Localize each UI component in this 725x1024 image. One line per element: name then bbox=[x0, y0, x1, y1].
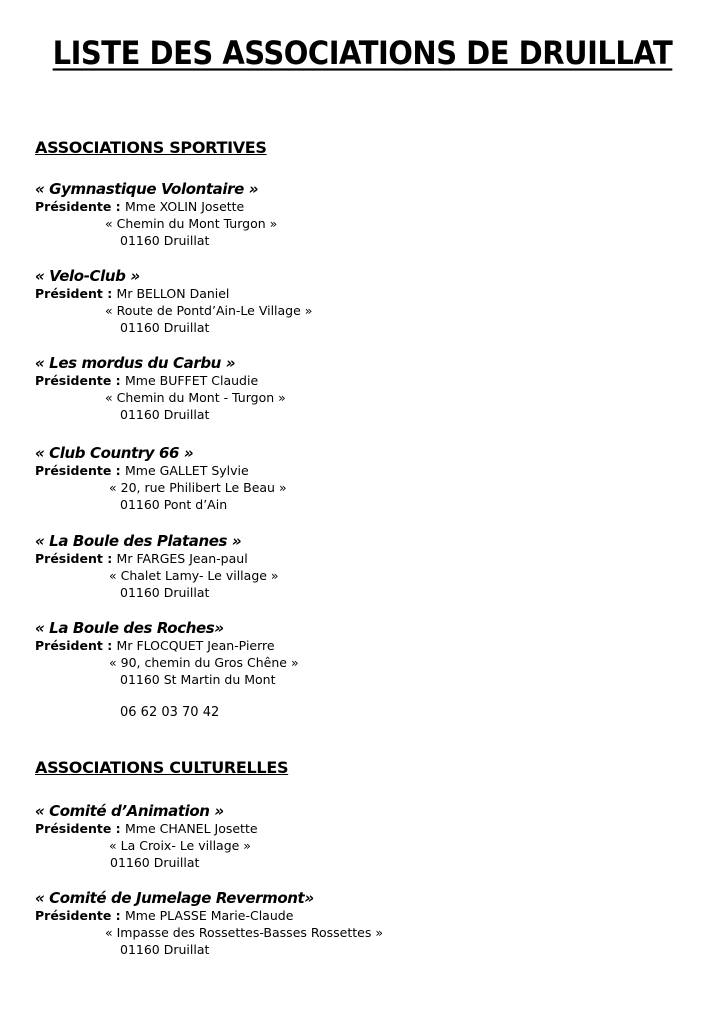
association-name: « Comité d’Animation » bbox=[35, 802, 224, 820]
address-line: « 90, chemin du Gros Chêne » bbox=[109, 655, 299, 670]
association-boule-platanes bbox=[35, 532, 279, 601]
association-name: « Les mordus du Carbu » bbox=[35, 354, 236, 372]
address-line: « Impasse des Rossettes-Basses Rossettes » bbox=[105, 925, 383, 940]
address-line: « Chalet Lamy- Le village » bbox=[109, 568, 279, 583]
president-line: Présidente : Mme BUFFET Claudie bbox=[35, 373, 259, 388]
association-mordus-carbu bbox=[35, 354, 286, 423]
role-label: Président bbox=[35, 551, 103, 566]
association-boule-roches bbox=[35, 619, 299, 688]
president-line: Présidente : Mme GALLET Sylvie bbox=[35, 463, 249, 478]
role-label: Président bbox=[35, 638, 103, 653]
role-label: Présidente bbox=[35, 821, 112, 836]
association-gymnastique bbox=[35, 180, 277, 249]
president-name: Mme XOLIN Josette bbox=[125, 199, 245, 214]
address-line: « 20, rue Philibert Le Beau » bbox=[109, 480, 287, 495]
association-name: « Comité de Jumelage Revermont» bbox=[35, 889, 314, 907]
association-club-country bbox=[35, 444, 287, 513]
association-comite-animation bbox=[35, 802, 258, 871]
postal-line: 01160 Druillat bbox=[120, 407, 210, 422]
postal-line: 01160 Druillat bbox=[120, 320, 210, 335]
postal-line: 01160 Druillat bbox=[120, 233, 210, 248]
role-label: Présidente bbox=[35, 373, 112, 388]
postal-line: 01160 Druillat bbox=[120, 942, 210, 957]
president-line: Présidente : Mme XOLIN Josette bbox=[35, 199, 245, 214]
president-line: Président : Mr FARGES Jean-paul bbox=[35, 551, 248, 566]
page-title: LISTE DES ASSOCIATIONS DE DRUILLAT bbox=[52, 34, 673, 72]
postal-line: 01160 Druillat bbox=[110, 855, 200, 870]
address-line: « Chemin du Mont Turgon » bbox=[105, 216, 278, 231]
association-comite-jumelage bbox=[35, 889, 383, 958]
role-label: Présidente bbox=[35, 199, 112, 214]
role-label: Présidente bbox=[35, 463, 112, 478]
role-label: Président bbox=[35, 286, 103, 301]
president-name: Mme GALLET Sylvie bbox=[125, 463, 249, 478]
section-heading-culturelles: ASSOCIATIONS CULTURELLES bbox=[35, 758, 289, 777]
address-line: « Route de Pontd’Ain-Le Village » bbox=[105, 303, 313, 318]
president-name: Mr FLOCQUET Jean-Pierre bbox=[116, 638, 275, 653]
association-name: « Club Country 66 » bbox=[35, 444, 194, 462]
president-name: Mme BUFFET Claudie bbox=[125, 373, 259, 388]
association-name: « La Boule des Platanes » bbox=[35, 532, 242, 550]
postal-line: 01160 Pont d’Ain bbox=[120, 497, 228, 512]
role-label: Présidente bbox=[35, 908, 112, 923]
association-name: « Gymnastique Volontaire » bbox=[35, 180, 259, 198]
association-name: « La Boule des Roches» bbox=[35, 619, 224, 637]
postal-line: 01160 Druillat bbox=[120, 585, 210, 600]
association-name: « Velo-Club » bbox=[35, 267, 140, 285]
president-line: Présidente : Mme PLASSE Marie-Claude bbox=[35, 908, 294, 923]
president-name: Mr FARGES Jean-paul bbox=[116, 551, 248, 566]
phone-number: 06 62 03 70 42 bbox=[120, 705, 220, 720]
address-line: « La Croix- Le village » bbox=[109, 838, 251, 853]
president-name: Mme CHANEL Josette bbox=[125, 821, 258, 836]
president-line: Président : Mr FLOCQUET Jean-Pierre bbox=[35, 638, 275, 653]
president-name: Mme PLASSE Marie-Claude bbox=[125, 908, 294, 923]
section-heading-sportives: ASSOCIATIONS SPORTIVES bbox=[35, 138, 267, 157]
address-line: « Chemin du Mont - Turgon » bbox=[105, 390, 286, 405]
postal-line: 01160 St Martin du Mont bbox=[120, 672, 276, 687]
president-line: Présidente : Mme CHANEL Josette bbox=[35, 821, 258, 836]
president-name: Mr BELLON Daniel bbox=[116, 286, 230, 301]
president-line: Président : Mr BELLON Daniel bbox=[35, 286, 230, 301]
association-velo-club bbox=[35, 267, 312, 336]
